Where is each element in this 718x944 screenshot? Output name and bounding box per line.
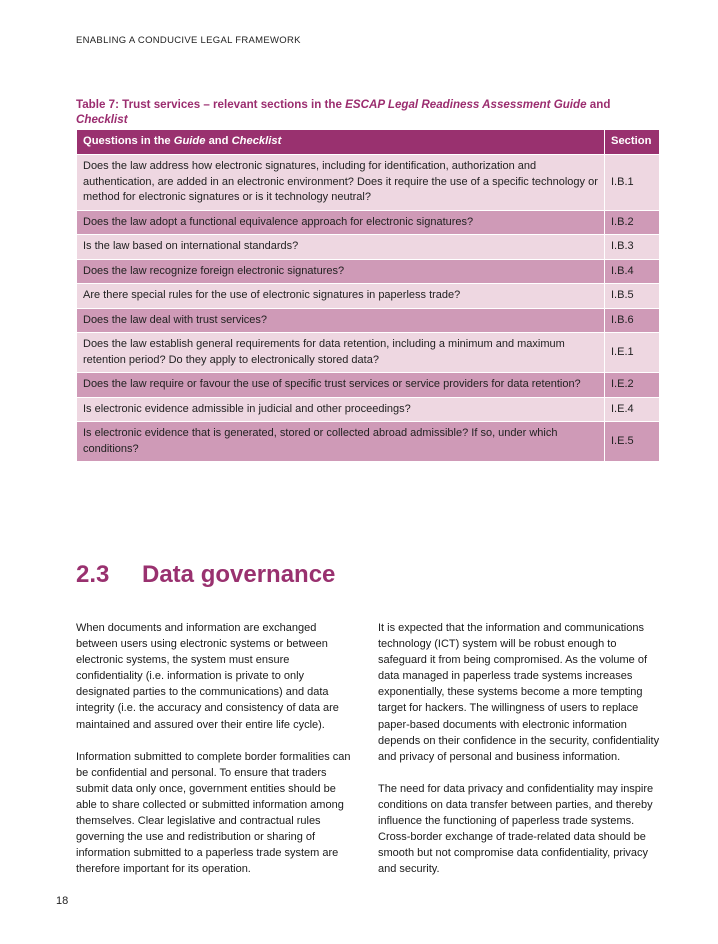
section-heading — [76, 561, 335, 589]
question-cell: Is electronic evidence admissible in judicial and other proceedings? — [77, 397, 605, 422]
section-cell: I.B.4 — [605, 259, 660, 284]
table-header-row — [77, 130, 660, 155]
question-cell: Does the law adopt a functional equivalence approach for electronic signatures? — [77, 210, 605, 235]
table-row — [77, 155, 660, 211]
question-cell: Does the law deal with trust services? — [77, 308, 605, 333]
table-row — [77, 210, 660, 235]
table-row — [77, 235, 660, 260]
table-row — [77, 308, 660, 333]
questions-column-header — [77, 130, 605, 155]
page-number: 18 — [56, 895, 69, 907]
body-paragraph: The need for data privacy and confidentiality may inspire conditions on data transfer between parties, and thereby influence the functioning of paperless trade systems. Cross-border exchange of trade-related data should be smooth but not compromise data confidentiality, privacy and security. — [378, 782, 654, 876]
left-column — [76, 620, 358, 893]
section-cell: I.B.6 — [605, 308, 660, 333]
section-cell: I.B.3 — [605, 235, 660, 260]
body-paragraph: When documents and information are exchanged between users using electronic systems or between electronic systems, the system must ensure confidentiality (i.e. information is private to only designated parties to the communications) and data integrity (i.e. the accuracy and consistency of data are maintained and assured over their entire life cycle). — [76, 622, 339, 731]
caption-middle: and — [586, 98, 611, 111]
caption-guide-title: ESCAP Legal Readiness Assessment Guide — [345, 98, 587, 111]
question-cell: Does the law recognize foreign electronic signatures? — [77, 259, 605, 284]
question-cell: Does the law require or favour the use of specific trust services or service providers for data retention? — [77, 373, 605, 398]
section-title: Data governance — [142, 561, 336, 588]
caption-prefix: Table 7: Trust services – relevant sections in the — [76, 98, 346, 111]
table-row — [77, 373, 660, 398]
section-cell: I.E.4 — [605, 397, 660, 422]
table-caption — [76, 97, 646, 127]
trust-services-table — [76, 129, 660, 462]
question-cell: Are there special rules for the use of electronic signatures in paperless trade? — [77, 284, 605, 309]
body-paragraph: Information submitted to complete border formalities can be confidential and personal. To ensure that traders submit data only once, government entities should be able to share collected or submitted information among themselves. Clear legislative and contractual rules governing the use and redistribution or sharing of information submitted to a paperless trade system are therefore important for its operation. — [76, 750, 351, 876]
header-and: and — [205, 135, 232, 148]
caption-checklist: Checklist — [76, 113, 128, 126]
section-cell: I.E.5 — [605, 422, 660, 462]
table-row — [77, 422, 660, 462]
table-row — [77, 259, 660, 284]
section-cell: I.B.5 — [605, 284, 660, 309]
question-cell: Does the law establish general requirements for data retention, including a minimum and maximum retention period? Do they apply to electronically stored data? — [77, 333, 605, 373]
question-cell: Does the law address how electronic signatures, including for identification, authorization and authentication, are added in an electronic environment? Does it require the use of a specific technology or method for electronic signatures or is it technology neutral? — [77, 155, 605, 211]
table-row — [77, 397, 660, 422]
running-header: ENABLING A CONDUCIVE LEGAL FRAMEWORK — [76, 35, 301, 46]
header-checklist: Checklist — [231, 135, 282, 148]
body-paragraph: It is expected that the information and communications technology (ICT) system will be robust enough to safeguard it from being compromised. As the volume of data managed in paperless trade systems increases exponentially, these systems become a more tempting target for hackers. The willingness of users to replace paper-based documents with electronic information depends on their confidence in the security, confidentiality and privacy of personal and business information. — [378, 622, 660, 763]
section-cell: I.E.1 — [605, 333, 660, 373]
header-guide: Guide — [173, 135, 206, 148]
section-column-header: Section — [605, 130, 660, 155]
header-questions-prefix: Questions in the — [83, 135, 174, 148]
question-cell: Is electronic evidence that is generated, stored or collected abroad admissible? If so, under which conditions? — [77, 422, 605, 462]
right-column — [378, 620, 660, 893]
question-cell: Is the law based on international standards? — [77, 235, 605, 260]
section-cell: I.B.1 — [605, 155, 660, 211]
section-number: 2.3 — [76, 561, 110, 588]
section-cell: I.E.2 — [605, 373, 660, 398]
table-row — [77, 333, 660, 373]
section-cell: I.B.2 — [605, 210, 660, 235]
table-row — [77, 284, 660, 309]
